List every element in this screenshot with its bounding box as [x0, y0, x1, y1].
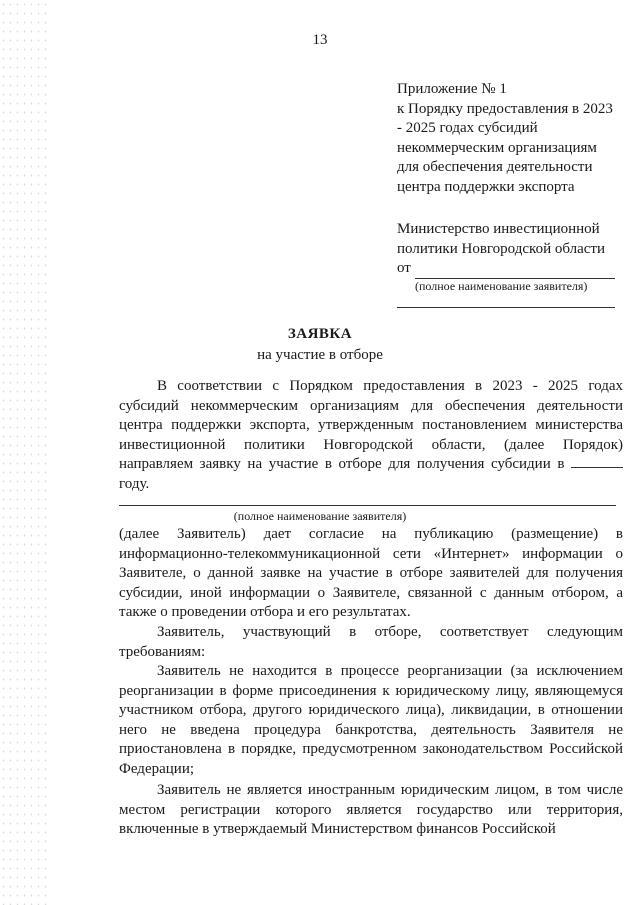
document-title: ЗАЯВКА — [287, 326, 353, 342]
appendix-line: центра поддержки экспорта — [397, 178, 575, 195]
paragraph-reorganization: Заявитель не находится в процессе реорганизации (за исключением реорганизации в форме присоединения к юридическому лицу, являющемуся участником отбора, другого юридического лица), ликвидации, в отношении него не введена процедура банкротства, деятельность Заявителя не приостановлена в порядке, предусмотренном законодательством Российской Федерации; — [119, 663, 623, 777]
paragraph-intro-text: В соответствии с Порядком предоставления в 2023 - 2025 годах субсидий некоммерческим организациям для обеспечения деятельности центра поддержки экспорта, утвержденным постановлением министерства инвестиционной политики Новгородской области, (далее Порядок) направляем заявку на участие в отборе для получения субсидии в — [119, 378, 623, 472]
paragraph-requirements: Заявитель, участвующий в отборе, соответствует следующим требованиям: — [119, 624, 623, 660]
appendix-line: Приложение № 1 — [397, 81, 507, 97]
addressee-line: политики Новгородской области — [397, 240, 605, 257]
applicant-caption: (полное наименование заявителя) — [415, 278, 588, 293]
applicant-line-caption: (полное наименование заявителя) — [233, 509, 407, 523]
applicant-name-line[interactable] — [119, 505, 616, 506]
appendix-line: некоммерческим организациям — [397, 139, 597, 156]
from-row — [397, 259, 622, 279]
appendix-line: - 2025 годах субсидий — [397, 120, 538, 136]
paragraph-foreign-entity: Заявитель не является иностранным юридическим лицом, в том числе местом регистрации которого является государство или территория, включенные в утверждаемый Министерством финансов Российской — [119, 782, 623, 837]
applicant-name-blank-2[interactable] — [397, 293, 615, 308]
paragraph-consent: (далее Заявитель) дает согласие на публикацию (размещение) в информационно-телекоммуникационной сети «Интернет» информации о Заявителе, о данной заявке на участие в отборе заявителей для получения субсидии, иной информации о Заявителе, связанной с данным отбором, а также о проведении отбора и его результатах. — [119, 526, 623, 620]
addressee-block — [397, 220, 622, 308]
paragraph-intro-tail: году. — [119, 475, 150, 492]
paragraph-intro — [119, 377, 623, 494]
year-blank[interactable] — [571, 455, 623, 468]
addressee-line: Министерство инвестиционной — [397, 221, 600, 237]
applicant-name-blank[interactable] — [415, 264, 615, 279]
from-label: от — [397, 260, 411, 276]
appendix-header — [397, 80, 627, 197]
document-subtitle: на участие в отборе — [257, 347, 383, 363]
page-number: 13 — [312, 32, 328, 48]
scan-artifact-edge — [0, 0, 50, 905]
appendix-line: к Порядку предоставления в 2023 — [397, 100, 613, 117]
appendix-line: для обеспечения деятельности — [397, 159, 593, 175]
